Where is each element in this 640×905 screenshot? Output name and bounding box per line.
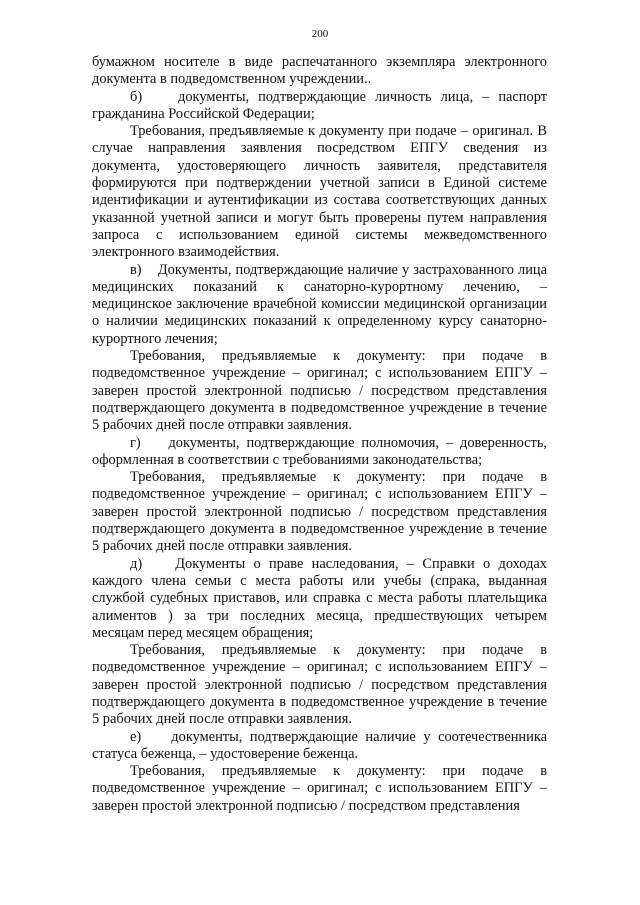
paragraph-item-e: е) документы, подтверждающие наличие у соотечественника статуса беженца, – удостоверение беженца. — [92, 728, 547, 762]
paragraph-item-b: б) документы, подтверждающие личность лица, – паспорт гражданина Российской Федерации; — [92, 88, 547, 122]
paragraph-item-g: г) документы, подтверждающие полномочия, – доверенность, оформленная в соответствии с требованиями законодательства; — [92, 434, 547, 468]
document-body — [92, 54, 547, 815]
paragraph-requirements-v: Требования, предъявляемые к документу: при подаче в подведомственное учреждение – оригинал; с использованием ЕПГУ – заверен простой электронной подписью / посредством представления подтверждающего документа в подведомственное учреждение в течение 5 рабочих дней после отправки заявления. — [92, 348, 547, 434]
paragraph-item-v: в) Документы, подтверждающие наличие у застрахованного лица медицинских показаний к санаторно-курортному лечению, – медицинское заключение врачебной комиссии медицинской организации о наличии медицинских показаний к определенному курсу санаторно-курортного лечения; — [92, 261, 547, 347]
paragraph-continuation: бумажном носителе в виде распечатанного экземпляра электронного документа в подведомственном учреждении.. — [92, 54, 547, 88]
paragraph-requirements-d: Требования, предъявляемые к документу: при подаче в подведомственное учреждение – оригинал; с использованием ЕПГУ – заверен простой электронной подписью / посредством представления подтверждающего документа в подведомственное учреждение в течение 5 рабочих дней после отправки заявления. — [92, 642, 547, 728]
paragraph-requirements-b: Требования, предъявляемые к документу при подаче – оригинал. В случае направления заявления посредством ЕПГУ сведения из документа, удостоверяющего личность заявителя, представителя формируются при подтверждении учетной записи в Единой системе идентификации и аутентификации из состава соответствующих данных указанной учетной записи и могут быть проверены путем направления запроса с использованием единой системы межведомственного электронного взаимодействия. — [92, 123, 547, 261]
paragraph-item-d: д) Документы о праве наследования, – Справки о доходах каждого члена семьи с места работы или учебы (спрака, выданная службой судебных приставов, или справка с места работы плательщика алиментов ) за три последних месяца, предшествующих четырем месяцам перед месяцем обращения; — [92, 555, 547, 641]
page-number: 200 — [311, 28, 329, 40]
paragraph-requirements-e: Требования, предъявляемые к документу: при подаче в подведомственное учреждение – оригинал; с использованием ЕПГУ – заверен простой электронной подписью / посредством представления — [92, 763, 547, 814]
paragraph-requirements-g: Требования, предъявляемые к документу: при подаче в подведомственное учреждение – оригинал; с использованием ЕПГУ – заверен простой электронной подписью / посредством представления подтверждающего документа в подведомственное учреждение в течение 5 рабочих дней после отправки заявления. — [92, 469, 547, 555]
